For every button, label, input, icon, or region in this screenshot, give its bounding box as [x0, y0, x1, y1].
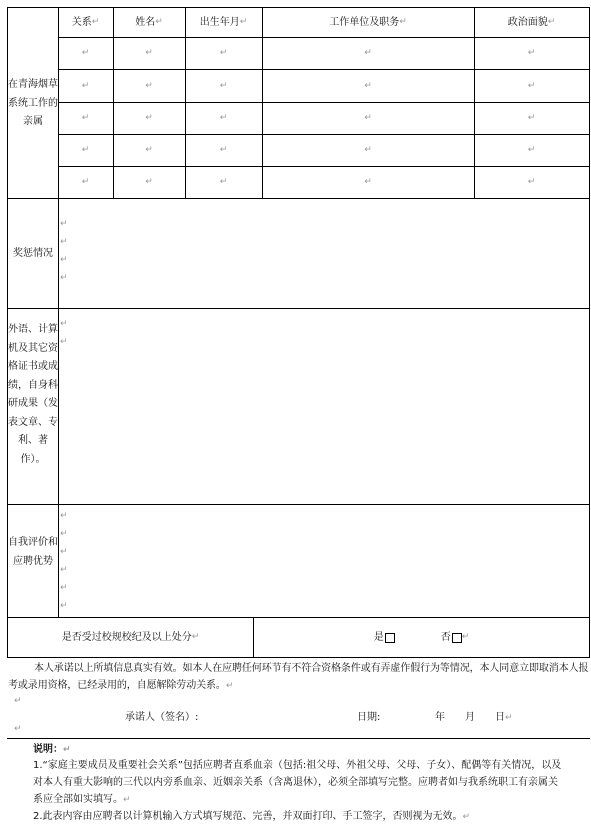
- para-mark: ↵: [60, 583, 68, 593]
- cell-birth[interactable]: ↵: [219, 80, 228, 91]
- checkbox-yes[interactable]: [385, 633, 395, 643]
- header-birth: 出生年月 ↵: [199, 16, 248, 28]
- cell-birth[interactable]: ↵: [219, 48, 228, 59]
- cell-political-status[interactable]: ↵: [527, 145, 536, 156]
- para-mark: ↵: [60, 219, 68, 229]
- notes-item-1: 1.“家庭主要成员及重要社会关系”包括应聘者直系血亲（包括:祖父母、外祖父母、父母、子女）、配偶等有关情况，以及对本人有重大影响的三代以内旁系血亲、近姻亲关系（含离退休），必须全部填写完整。应聘者如与我系统职工有亲属关系应全部如实填写。↵: [33, 760, 562, 805]
- header-name: 姓名 ↵: [135, 16, 163, 28]
- para-mark: ↵: [60, 337, 68, 347]
- para-mark: ↵: [60, 273, 68, 283]
- para-mark: ↵: [60, 255, 68, 265]
- para-mark: ↵: [60, 319, 68, 329]
- cell-political-status[interactable]: ↵: [527, 177, 536, 188]
- cell-work-unit[interactable]: ↵: [364, 80, 372, 91]
- para-mark: ↵: [14, 696, 22, 706]
- discipline-question: 是否受过校规校纪及以上处分 ↵: [61, 631, 200, 643]
- para-mark: ↵: [14, 724, 22, 734]
- cell-name[interactable]: ↵: [145, 48, 153, 59]
- year-label: 年: [435, 712, 445, 723]
- header-relation: 关系 ↵: [71, 16, 100, 28]
- month-label: 月: [465, 712, 475, 723]
- cell-work-unit[interactable]: ↵: [364, 48, 372, 59]
- cell-name[interactable]: ↵: [145, 177, 153, 188]
- cell-relation[interactable]: ↵: [81, 80, 90, 91]
- qualifications-field[interactable]: [59, 309, 589, 504]
- cell-work-unit[interactable]: ↵: [364, 113, 372, 124]
- discipline-choice: [254, 618, 589, 657]
- cell-work-unit[interactable]: ↵: [364, 145, 372, 156]
- header-political-status: 政治面貌 ↵: [507, 16, 556, 28]
- cell-birth[interactable]: ↵: [219, 145, 228, 156]
- cell-relation[interactable]: ↵: [81, 113, 90, 124]
- qualifications-label: 外语、计算机及其它资格证书或成绩，自身科研成果（发表文章、专利、著作）。: [8, 324, 58, 465]
- cell-political-status[interactable]: ↵: [527, 80, 536, 91]
- para-mark: ↵: [60, 511, 68, 521]
- checkbox-no[interactable]: [452, 633, 462, 643]
- cell-birth[interactable]: ↵: [219, 177, 228, 188]
- cell-name[interactable]: ↵: [145, 80, 153, 91]
- family-section-label: 在青海烟草系统工作的亲属: [8, 79, 58, 127]
- cell-work-unit[interactable]: ↵: [364, 177, 372, 188]
- para-mark: ↵: [60, 237, 68, 247]
- para-mark: ↵: [60, 547, 68, 557]
- date-label: 日期:: [357, 712, 381, 723]
- cell-political-status[interactable]: ↵: [527, 113, 536, 124]
- cell-name[interactable]: ↵: [145, 145, 153, 156]
- awards-label: 奖惩情况: [13, 248, 53, 259]
- para-mark: ↵: [60, 565, 68, 575]
- notes-item-2: 2.此表内容由应聘者以计算机输入方式填写规范、完善，并双面打印、手工签字，否则视为无效。↵: [33, 811, 471, 822]
- self-eval-label: 自我评价和应聘优势: [8, 537, 58, 567]
- signer-label: 承诺人（签名）:: [125, 712, 199, 723]
- cell-birth[interactable]: ↵: [219, 113, 228, 124]
- no-option[interactable]: 否 ↵: [440, 631, 470, 643]
- cell-relation[interactable]: ↵: [81, 145, 90, 156]
- day-label: 日↵: [495, 712, 513, 723]
- yes-option[interactable]: 是: [374, 630, 395, 646]
- cell-name[interactable]: ↵: [145, 113, 153, 124]
- para-mark: ↵: [60, 529, 68, 539]
- pledge-text: 本人承诺以上所填信息真实有效。如本人在应聘任何环节有不符合资格条件或有弄虚作假行为等情况，本人同意立即取消本人报考或录用资格，已经录用的，自愿解除劳动关系。↵: [8, 663, 589, 691]
- awards-field[interactable]: [59, 199, 589, 308]
- cell-political-status[interactable]: ↵: [527, 48, 536, 59]
- para-mark: ↵: [60, 601, 68, 611]
- cell-relation[interactable]: ↵: [81, 177, 90, 188]
- header-work-unit: 工作单位及职务 ↵: [329, 16, 407, 28]
- notes-title: 说明：↵: [33, 744, 71, 755]
- self-eval-field[interactable]: [59, 505, 589, 617]
- cell-relation[interactable]: ↵: [81, 48, 90, 59]
